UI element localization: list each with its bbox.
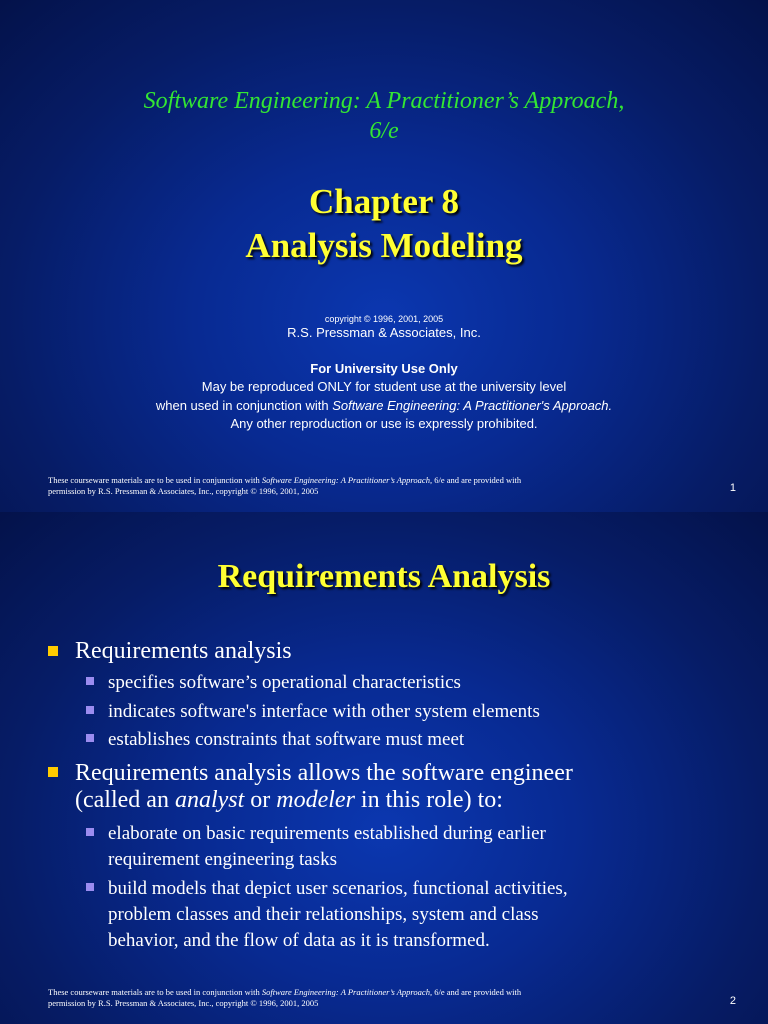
slide-2-title: Requirements Analysis bbox=[217, 558, 551, 595]
university-use-line-2-book: Software Engineering: A Practitioner's Approach. bbox=[332, 398, 613, 413]
university-use-line-2-prefix: when used in conjunction with bbox=[155, 398, 333, 413]
sub-bullet-elaborate bbox=[108, 821, 748, 873]
sub-bullet-square-icon bbox=[86, 677, 94, 685]
footer-line-2: permission by R.S. Pressman & Associates, Inc., copyright © 1996, 2001, 2005 bbox=[48, 486, 319, 496]
footer-text-a: These courseware materials are to be used in conjunction with bbox=[48, 475, 262, 485]
text-in-this-role: in this role) to: bbox=[354, 787, 503, 813]
sub-bullet-square-icon bbox=[86, 883, 94, 891]
sub-bullet-square-icon bbox=[86, 706, 94, 714]
footer-text-b: 6/e and are provided with bbox=[432, 987, 522, 997]
footer-text-a: These courseware materials are to be used in conjunction with bbox=[48, 987, 262, 997]
footer-line-1 bbox=[48, 987, 668, 998]
sub-bullet-square-icon bbox=[86, 734, 94, 742]
copyright-notice: copyright © 1996, 2001, 2005 bbox=[324, 314, 444, 324]
footer-book-title: Software Engineering: A Practitioner’s Approach, bbox=[261, 987, 433, 997]
sub-bullet-build-models-line-2: problem classes and their relationships, system and class bbox=[108, 904, 539, 925]
footer-book-title: Software Engineering: A Practitioner’s Approach, bbox=[261, 475, 433, 485]
footer-text-b: 6/e and are provided with bbox=[432, 475, 522, 485]
book-title-line-1: Software Engineering: A Practitioner’s Approach, bbox=[143, 88, 625, 114]
sub-bullet-build-models bbox=[108, 876, 748, 954]
chapter-name: Analysis Modeling bbox=[245, 226, 523, 265]
page-number: 2 bbox=[729, 995, 736, 1007]
book-title bbox=[0, 86, 768, 146]
sub-bullet-elaborate-line-1: elaborate on basic requirements established during earlier bbox=[108, 823, 546, 844]
sub-bullet-build-models-line-3: behavior, and the flow of data as it is transformed. bbox=[108, 930, 490, 951]
sub-bullet-specifies: specifies software’s operational characteristics bbox=[108, 672, 461, 693]
chapter-title bbox=[0, 180, 768, 268]
slide-1-footer bbox=[48, 475, 668, 497]
sub-bullet-establishes: establishes constraints that software must meet bbox=[108, 729, 465, 750]
bullet-analysis-allows-line-1: Requirements analysis allows the software engineer bbox=[75, 760, 573, 786]
footer-line-2: permission by R.S. Pressman & Associates, Inc., copyright © 1996, 2001, 2005 bbox=[48, 998, 319, 1008]
text-or: or bbox=[244, 787, 277, 813]
chapter-number: Chapter 8 bbox=[308, 182, 460, 221]
page-number: 1 bbox=[729, 482, 736, 494]
bullet-square-icon bbox=[48, 767, 58, 777]
university-use-line-1: May be reproduced ONLY for student use at the university level bbox=[201, 379, 567, 394]
bullet-analysis-allows-line-2 bbox=[75, 787, 755, 814]
university-use-heading: For University Use Only bbox=[310, 361, 458, 376]
company-name: R.S. Pressman & Associates, Inc. bbox=[287, 325, 481, 340]
footer-line-1 bbox=[48, 475, 668, 486]
sub-bullet-elaborate-line-2: requirement engineering tasks bbox=[108, 849, 337, 870]
sub-bullet-indicates: indicates software's interface with other system elements bbox=[108, 701, 540, 722]
sub-bullet-square-icon bbox=[86, 828, 94, 836]
text-analyst: analyst bbox=[174, 787, 245, 813]
university-use-line-2 bbox=[0, 396, 768, 415]
text-called-an: (called an bbox=[75, 787, 175, 813]
sub-bullet-build-models-line-1: build models that depict user scenarios, functional activities, bbox=[108, 878, 568, 899]
bullet-requirements-analysis: Requirements analysis bbox=[75, 638, 292, 664]
bullet-square-icon bbox=[48, 646, 58, 656]
book-title-line-2: 6/e bbox=[369, 118, 399, 144]
slide-2-footer bbox=[48, 987, 668, 1009]
bullet-analysis-allows bbox=[75, 760, 755, 814]
university-use-line-3: Any other reproduction or use is expressly prohibited. bbox=[230, 416, 538, 431]
text-modeler: modeler bbox=[276, 787, 355, 813]
